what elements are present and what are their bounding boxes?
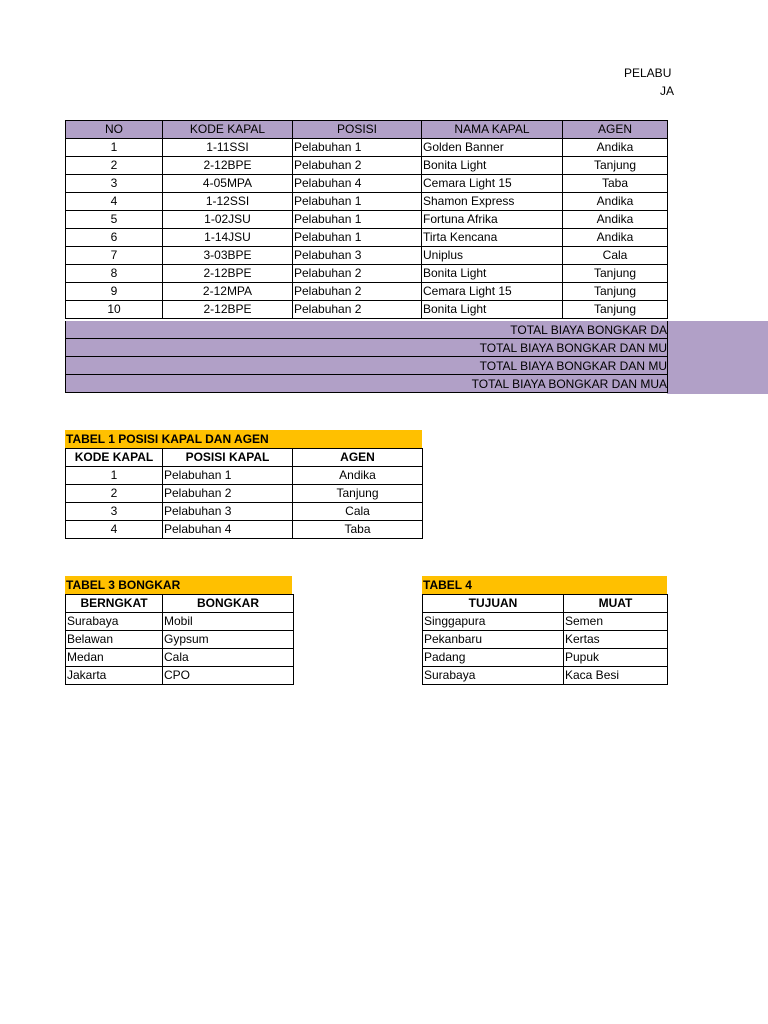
table-row xyxy=(66,631,294,649)
table-row xyxy=(66,211,668,229)
cell-posisi: Pelabuhan 1 xyxy=(293,229,422,247)
cell-nama-kapal: Bonita Light xyxy=(422,265,563,283)
cell-agen: Andika xyxy=(563,193,668,211)
cell-posisi: Pelabuhan 2 xyxy=(293,283,422,301)
cell-agen: Taba xyxy=(293,521,423,539)
cell-kode-kapal: 3 xyxy=(66,503,163,521)
tabel1-header-agen: AGEN xyxy=(293,449,423,467)
tabel3-header-bongkar: BONGKAR xyxy=(163,595,294,613)
totals-band xyxy=(667,321,768,394)
cell-muat: Semen xyxy=(564,613,668,631)
cell-no: 6 xyxy=(66,229,163,247)
cell-nama-kapal: Fortuna Afrika xyxy=(422,211,563,229)
cell-muat: Kaca Besi xyxy=(564,667,668,685)
sheet-title-line1: PELABU xyxy=(624,66,672,80)
table-row xyxy=(423,649,668,667)
cell-bongkar: Mobil xyxy=(163,613,294,631)
cell-agen: Taba xyxy=(563,175,668,193)
table-row xyxy=(66,247,668,265)
cell-nama-kapal: Uniplus xyxy=(422,247,563,265)
tabel3-table xyxy=(65,594,294,685)
total-row: TOTAL BIAYA BONGKAR DAN MU xyxy=(65,357,668,375)
tabel3-header xyxy=(66,595,294,613)
total-row: TOTAL BIAYA BONGKAR DA xyxy=(65,321,668,339)
cell-no: 9 xyxy=(66,283,163,301)
cell-nama-kapal: Bonita Light xyxy=(422,157,563,175)
cell-kode-kapal: 1-11SSI xyxy=(163,139,293,157)
cell-nama-kapal: Shamon Express xyxy=(422,193,563,211)
table-row xyxy=(66,485,423,503)
cell-posisi: Pelabuhan 2 xyxy=(293,265,422,283)
cell-nama-kapal: Bonita Light xyxy=(422,301,563,319)
cell-agen: Tanjung xyxy=(293,485,423,503)
cell-kode-kapal: 2-12MPA xyxy=(163,283,293,301)
cell-no: 4 xyxy=(66,193,163,211)
cell-kode-kapal: 4 xyxy=(66,521,163,539)
cell-no: 8 xyxy=(66,265,163,283)
cell-kode-kapal: 2-12BPE xyxy=(163,265,293,283)
cell-kode-kapal: 4-05MPA xyxy=(163,175,293,193)
cell-agen: Andika xyxy=(563,229,668,247)
cell-berngkat: Medan xyxy=(66,649,163,667)
table-row xyxy=(66,193,668,211)
cell-agen: Andika xyxy=(563,211,668,229)
table-row xyxy=(66,283,668,301)
cell-posisi-kapal: Pelabuhan 1 xyxy=(163,467,293,485)
tabel4-header-muat: MUAT xyxy=(564,595,668,613)
tabel4-table xyxy=(422,594,668,685)
tabel1-header-posisi: POSISI KAPAL xyxy=(163,449,293,467)
total-row: TOTAL BIAYA BONGKAR DAN MUA xyxy=(65,375,668,393)
total-row: TOTAL BIAYA BONGKAR DAN MU xyxy=(65,339,668,357)
cell-agen: Tanjung xyxy=(563,301,668,319)
cell-agen: Cala xyxy=(563,247,668,265)
cell-kode-kapal: 1-02JSU xyxy=(163,211,293,229)
table-row xyxy=(423,613,668,631)
cell-kode-kapal: 2-12BPE xyxy=(163,157,293,175)
cell-kode-kapal: 1-12SSI xyxy=(163,193,293,211)
main-table-header xyxy=(66,121,668,139)
table-row xyxy=(66,229,668,247)
cell-tujuan: Singgapura xyxy=(423,613,564,631)
cell-kode-kapal: 1-14JSU xyxy=(163,229,293,247)
cell-posisi-kapal: Pelabuhan 2 xyxy=(163,485,293,503)
cell-kode-kapal: 3-03BPE xyxy=(163,247,293,265)
header-posisi: POSISI xyxy=(293,121,422,139)
tabel1-title: TABEL 1 POSISI KAPAL DAN AGEN xyxy=(65,430,422,448)
cell-agen: Andika xyxy=(293,467,423,485)
table-row xyxy=(423,667,668,685)
cell-no: 1 xyxy=(66,139,163,157)
tabel1-table xyxy=(65,448,423,539)
table-row xyxy=(66,139,668,157)
header-no: NO xyxy=(66,121,163,139)
table-row xyxy=(66,667,294,685)
header-nama-kapal: NAMA KAPAL xyxy=(422,121,563,139)
cell-posisi: Pelabuhan 1 xyxy=(293,211,422,229)
tabel3-header-berngkat: BERNGKAT xyxy=(66,595,163,613)
cell-berngkat: Jakarta xyxy=(66,667,163,685)
main-ship-table xyxy=(65,120,668,319)
cell-posisi: Pelabuhan 4 xyxy=(293,175,422,193)
cell-posisi: Pelabuhan 2 xyxy=(293,301,422,319)
cell-nama-kapal: Golden Banner xyxy=(422,139,563,157)
cell-no: 5 xyxy=(66,211,163,229)
cell-muat: Pupuk xyxy=(564,649,668,667)
tabel4-header xyxy=(423,595,668,613)
cell-tujuan: Surabaya xyxy=(423,667,564,685)
cell-nama-kapal: Tirta Kencana xyxy=(422,229,563,247)
table-row xyxy=(423,631,668,649)
cell-bongkar: Gypsum xyxy=(163,631,294,649)
table-row xyxy=(66,649,294,667)
tabel1-header-kode: KODE KAPAL xyxy=(66,449,163,467)
table-row xyxy=(66,467,423,485)
table-row xyxy=(66,157,668,175)
table-row xyxy=(66,521,423,539)
cell-no: 7 xyxy=(66,247,163,265)
cell-no: 3 xyxy=(66,175,163,193)
cell-tujuan: Pekanbaru xyxy=(423,631,564,649)
cell-muat: Kertas xyxy=(564,631,668,649)
table-row xyxy=(66,265,668,283)
cell-kode-kapal: 1 xyxy=(66,467,163,485)
tabel1-header xyxy=(66,449,423,467)
cell-posisi: Pelabuhan 1 xyxy=(293,193,422,211)
tabel4-header-tujuan: TUJUAN xyxy=(423,595,564,613)
cell-no: 10 xyxy=(66,301,163,319)
cell-no: 2 xyxy=(66,157,163,175)
cell-agen: Tanjung xyxy=(563,157,668,175)
cell-posisi-kapal: Pelabuhan 3 xyxy=(163,503,293,521)
cell-agen: Tanjung xyxy=(563,283,668,301)
tabel3-title: TABEL 3 BONGKAR xyxy=(65,576,292,594)
cell-agen: Tanjung xyxy=(563,265,668,283)
cell-bongkar: CPO xyxy=(163,667,294,685)
cell-agen: Andika xyxy=(563,139,668,157)
cell-agen: Cala xyxy=(293,503,423,521)
cell-berngkat: Surabaya xyxy=(66,613,163,631)
cell-nama-kapal: Cemara Light 15 xyxy=(422,175,563,193)
cell-posisi-kapal: Pelabuhan 4 xyxy=(163,521,293,539)
cell-posisi: Pelabuhan 3 xyxy=(293,247,422,265)
cell-bongkar: Cala xyxy=(163,649,294,667)
tabel4-title: TABEL 4 xyxy=(422,576,667,594)
cell-kode-kapal: 2 xyxy=(66,485,163,503)
sheet-title-line2: JA xyxy=(660,84,675,98)
cell-kode-kapal: 2-12BPE xyxy=(163,301,293,319)
table-row xyxy=(66,175,668,193)
header-agen: AGEN xyxy=(563,121,668,139)
table-row xyxy=(66,503,423,521)
cell-nama-kapal: Cemara Light 15 xyxy=(422,283,563,301)
cell-posisi: Pelabuhan 1 xyxy=(293,139,422,157)
table-row xyxy=(66,613,294,631)
cell-berngkat: Belawan xyxy=(66,631,163,649)
table-row xyxy=(66,301,668,319)
cell-tujuan: Padang xyxy=(423,649,564,667)
cell-posisi: Pelabuhan 2 xyxy=(293,157,422,175)
header-kode-kapal: KODE KAPAL xyxy=(163,121,293,139)
